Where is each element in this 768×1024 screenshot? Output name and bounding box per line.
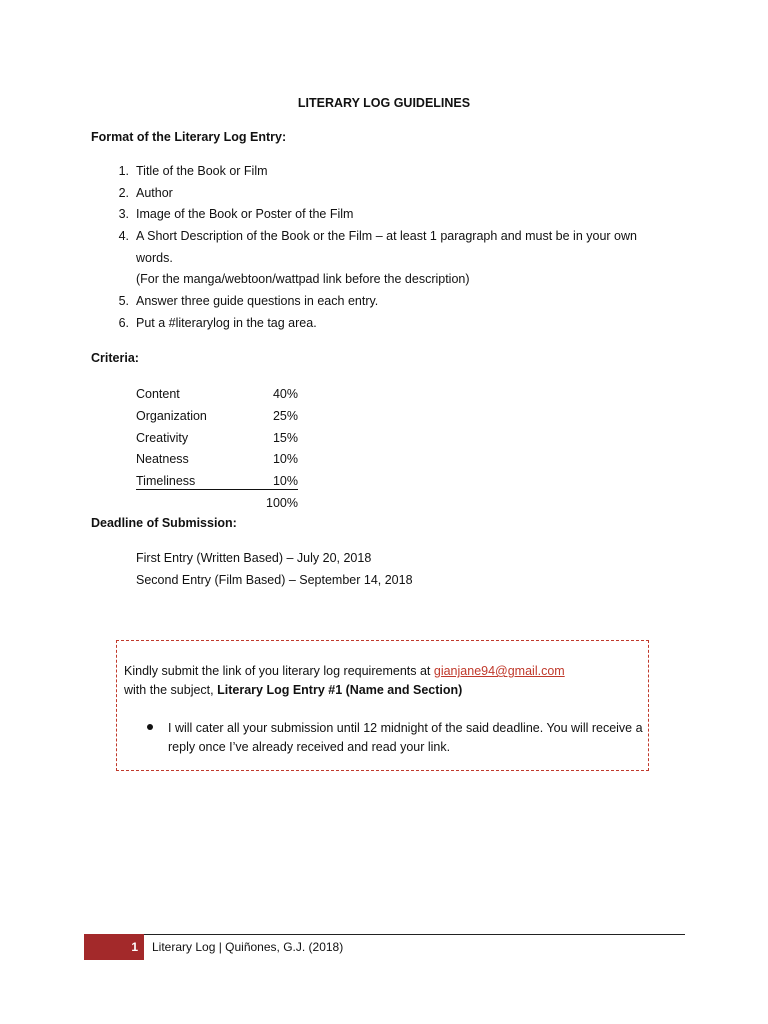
list-item-text: Put a #literarylog in the tag area.: [136, 316, 317, 330]
criteria-name: Neatness: [136, 452, 189, 466]
list-item-text: Image of the Book or Poster of the Film: [136, 207, 354, 221]
format-list-item: [113, 204, 673, 226]
list-item-number: 3.: [118, 207, 129, 221]
document-title: LITERARY LOG GUIDELINES: [297, 96, 471, 110]
criteria-name: Content: [136, 387, 180, 401]
notice-submit-text: Kindly submit the link of you literary log requirements at: [124, 664, 434, 678]
list-item-number: 4.: [118, 229, 129, 243]
criteria-percent: 15%: [272, 431, 298, 445]
deadline-heading: Deadline of Submission:: [91, 516, 237, 530]
notice-subject-prefix: with the subject,: [124, 683, 218, 697]
notice-subject-line: [124, 681, 462, 699]
list-item-number: 2.: [118, 186, 129, 200]
format-list-item: [113, 183, 673, 205]
email-link[interactable]: gianjane94@gmail.com: [433, 664, 565, 678]
criteria-row: [136, 471, 298, 491]
criteria-row: [136, 384, 298, 404]
list-item-number: 6.: [118, 316, 129, 330]
criteria-total: 100%: [266, 496, 298, 510]
list-item-number: 1.: [118, 164, 129, 178]
criteria-name: Timeliness: [136, 474, 196, 488]
list-item-text: Answer three guide questions in each entry.: [136, 294, 379, 308]
notice-subject: Literary Log Entry #1 (Name and Section): [217, 683, 463, 697]
list-item-text: A Short Description of the Book or the Film – at least 1 paragraph and must be in your own words.: [136, 229, 637, 265]
page-number: 1: [131, 940, 138, 954]
deadline-entry: Second Entry (Film Based) – September 14, 2018: [136, 573, 413, 587]
list-item-note: (For the manga/webtoon/wattpad link before the description): [136, 272, 470, 286]
list-item-number: 5.: [118, 294, 129, 308]
criteria-name: Organization: [136, 409, 207, 423]
criteria-heading: Criteria:: [91, 351, 139, 365]
notice-bullet-text: I will cater all your submission until 12 midnight of the said deadline. You will receive a reply once I’ve already received and read your link.: [168, 721, 643, 754]
list-item-text: Title of the Book or Film: [136, 164, 268, 178]
criteria-name: Creativity: [136, 431, 189, 445]
criteria-total-row: [136, 493, 298, 513]
format-list-item: [113, 291, 673, 313]
list-item-text: Author: [136, 186, 173, 200]
criteria-row: [136, 406, 298, 426]
criteria-percent: 10%: [272, 474, 298, 488]
bullet-icon: [147, 724, 153, 730]
notice-submit-line: [124, 662, 565, 680]
deadline-entry: First Entry (Written Based) – July 20, 2018: [136, 551, 372, 565]
criteria-total-rule: [136, 489, 298, 490]
footer-text: Literary Log | Quiñones, G.J. (2018): [152, 940, 344, 954]
format-list-item: [113, 226, 673, 291]
format-list-item: [113, 313, 673, 335]
criteria-row: [136, 428, 298, 448]
criteria-percent: 25%: [272, 409, 298, 423]
format-list-item: [113, 161, 673, 183]
criteria-row: [136, 449, 298, 469]
criteria-percent: 10%: [272, 452, 298, 466]
format-heading: Format of the Literary Log Entry:: [91, 130, 287, 144]
criteria-percent: 40%: [272, 387, 298, 401]
